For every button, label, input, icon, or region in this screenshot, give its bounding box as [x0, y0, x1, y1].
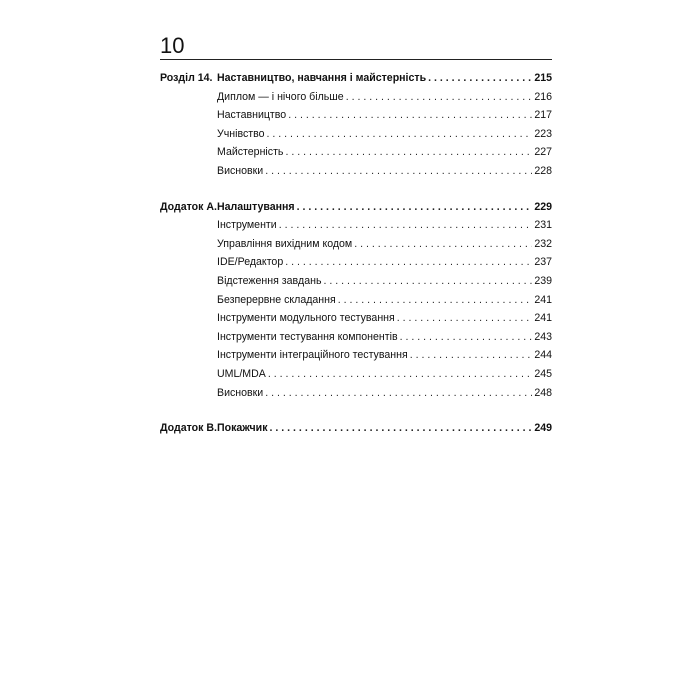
toc-entry [217, 88, 552, 107]
toc-page-number: 223 [534, 127, 552, 140]
toc-entry-row[interactable] [160, 291, 552, 310]
toc-entry [217, 216, 552, 235]
toc-page-number: 244 [534, 349, 552, 362]
toc-leader-dots [265, 384, 532, 403]
page-number: 10 [160, 33, 185, 58]
toc-entry [217, 272, 552, 291]
toc-entry [217, 125, 552, 144]
toc-leader-dots [285, 143, 532, 162]
toc-entry [217, 291, 552, 310]
toc-page-number: 231 [534, 219, 552, 232]
section-gap [160, 402, 552, 419]
toc-entry-title: Інструменти тестування компонентів [217, 330, 398, 343]
toc-leader-dots [346, 88, 533, 107]
toc-page-number: 229 [534, 200, 552, 213]
toc-entry-row[interactable] [160, 346, 552, 365]
toc-leader-dots [267, 125, 533, 144]
toc-page-number: 215 [534, 72, 552, 84]
toc-leader-dots [297, 198, 533, 217]
toc-entry-title: Інструменти інтеграційного тестування [217, 349, 408, 362]
toc-entry-title: Безперервне складання [217, 293, 336, 306]
toc-entry-title: Диплом — і нічого більше [217, 90, 344, 103]
toc-leader-dots [410, 346, 533, 365]
toc-entry-row[interactable] [160, 235, 552, 254]
toc-chapter-title: Покажчик [217, 422, 268, 435]
toc-entry-row[interactable] [160, 253, 552, 272]
toc-section-appendix-a [160, 198, 552, 403]
toc-leader-dots [428, 69, 532, 88]
toc-chapter-label: Додаток А. [160, 200, 217, 213]
toc-page-number: 232 [534, 237, 552, 250]
toc-leader-dots [288, 106, 532, 125]
toc-page-number: 216 [534, 90, 552, 103]
toc-entry-row[interactable] [160, 106, 552, 125]
toc-section-appendix-b [160, 419, 552, 438]
toc-chapter-row[interactable] [160, 69, 552, 88]
toc-leader-dots [323, 272, 532, 291]
toc-entry-row[interactable] [160, 162, 552, 181]
toc-page-number: 245 [534, 367, 552, 380]
toc-entry-row[interactable] [160, 143, 552, 162]
toc-leader-dots [400, 328, 533, 347]
toc-chapter-label: Розділ 14. [160, 72, 213, 84]
toc-entry-title: Інструменти модульного тестування [217, 312, 395, 325]
table-of-contents [160, 69, 552, 438]
toc-entry [217, 384, 552, 403]
toc-entry-title: Інструменти [217, 219, 277, 232]
toc-entry [217, 235, 552, 254]
toc-chapter-entry [217, 419, 552, 438]
toc-chapter-title: Налаштування [217, 200, 295, 213]
toc-page-number: 227 [534, 146, 552, 159]
toc-section-chapter-14 [160, 69, 552, 181]
toc-entry-title: Висновки [217, 386, 264, 399]
toc-leader-dots [338, 291, 533, 310]
toc-entry-row[interactable] [160, 125, 552, 144]
toc-entry-title: Наставництво [217, 109, 287, 122]
toc-entry [217, 253, 552, 272]
toc-entry-row[interactable] [160, 272, 552, 291]
toc-leader-dots [279, 216, 533, 235]
toc-page-number: 243 [534, 330, 552, 343]
toc-entry-row[interactable] [160, 384, 552, 403]
toc-chapter-row[interactable] [160, 419, 552, 438]
toc-entry [217, 328, 552, 347]
toc-chapter-entry [217, 69, 552, 88]
toc-entry [217, 143, 552, 162]
toc-chapter-entry [217, 198, 552, 217]
toc-chapter-title: Наставництво, навчання і майстерність [217, 72, 427, 84]
toc-chapter-label: Додаток В. [160, 422, 217, 435]
toc-leader-dots [354, 235, 532, 254]
toc-entry-title: Управління вихідним кодом [217, 237, 353, 250]
toc-leader-dots [285, 253, 532, 272]
toc-page-number: 217 [534, 109, 552, 122]
toc-entry-title: Висновки [217, 164, 264, 177]
toc-entry-row[interactable] [160, 328, 552, 347]
toc-entry-title: Учнівство [217, 127, 265, 140]
toc-entry [217, 309, 552, 328]
toc-entry [217, 346, 552, 365]
toc-entry [217, 162, 552, 181]
toc-entry-title: UML/MDA [217, 367, 266, 380]
toc-page-number: 228 [534, 164, 552, 177]
toc-entry-row[interactable] [160, 216, 552, 235]
toc-entry [217, 106, 552, 125]
toc-entry-title: Відстеження завдань [217, 274, 322, 287]
toc-chapter-row[interactable] [160, 198, 552, 217]
toc-page-number: 239 [534, 274, 552, 287]
section-gap [160, 181, 552, 198]
toc-page-number: 241 [534, 293, 552, 306]
toc-page-number: 241 [534, 312, 552, 325]
toc-leader-dots [268, 365, 532, 384]
toc-leader-dots [270, 419, 533, 438]
toc-leader-dots [265, 162, 532, 181]
toc-entry-title: IDE/Редактор [217, 256, 284, 269]
toc-leader-dots [397, 309, 533, 328]
header-rule [160, 59, 552, 60]
toc-page-number: 237 [534, 256, 552, 269]
toc-entry-row[interactable] [160, 88, 552, 107]
toc-page-number: 248 [534, 386, 552, 399]
toc-entry-row[interactable] [160, 365, 552, 384]
toc-entry [217, 365, 552, 384]
toc-entry-title: Майстерність [217, 146, 284, 159]
toc-entry-row[interactable] [160, 309, 552, 328]
toc-page-number: 249 [534, 422, 552, 435]
